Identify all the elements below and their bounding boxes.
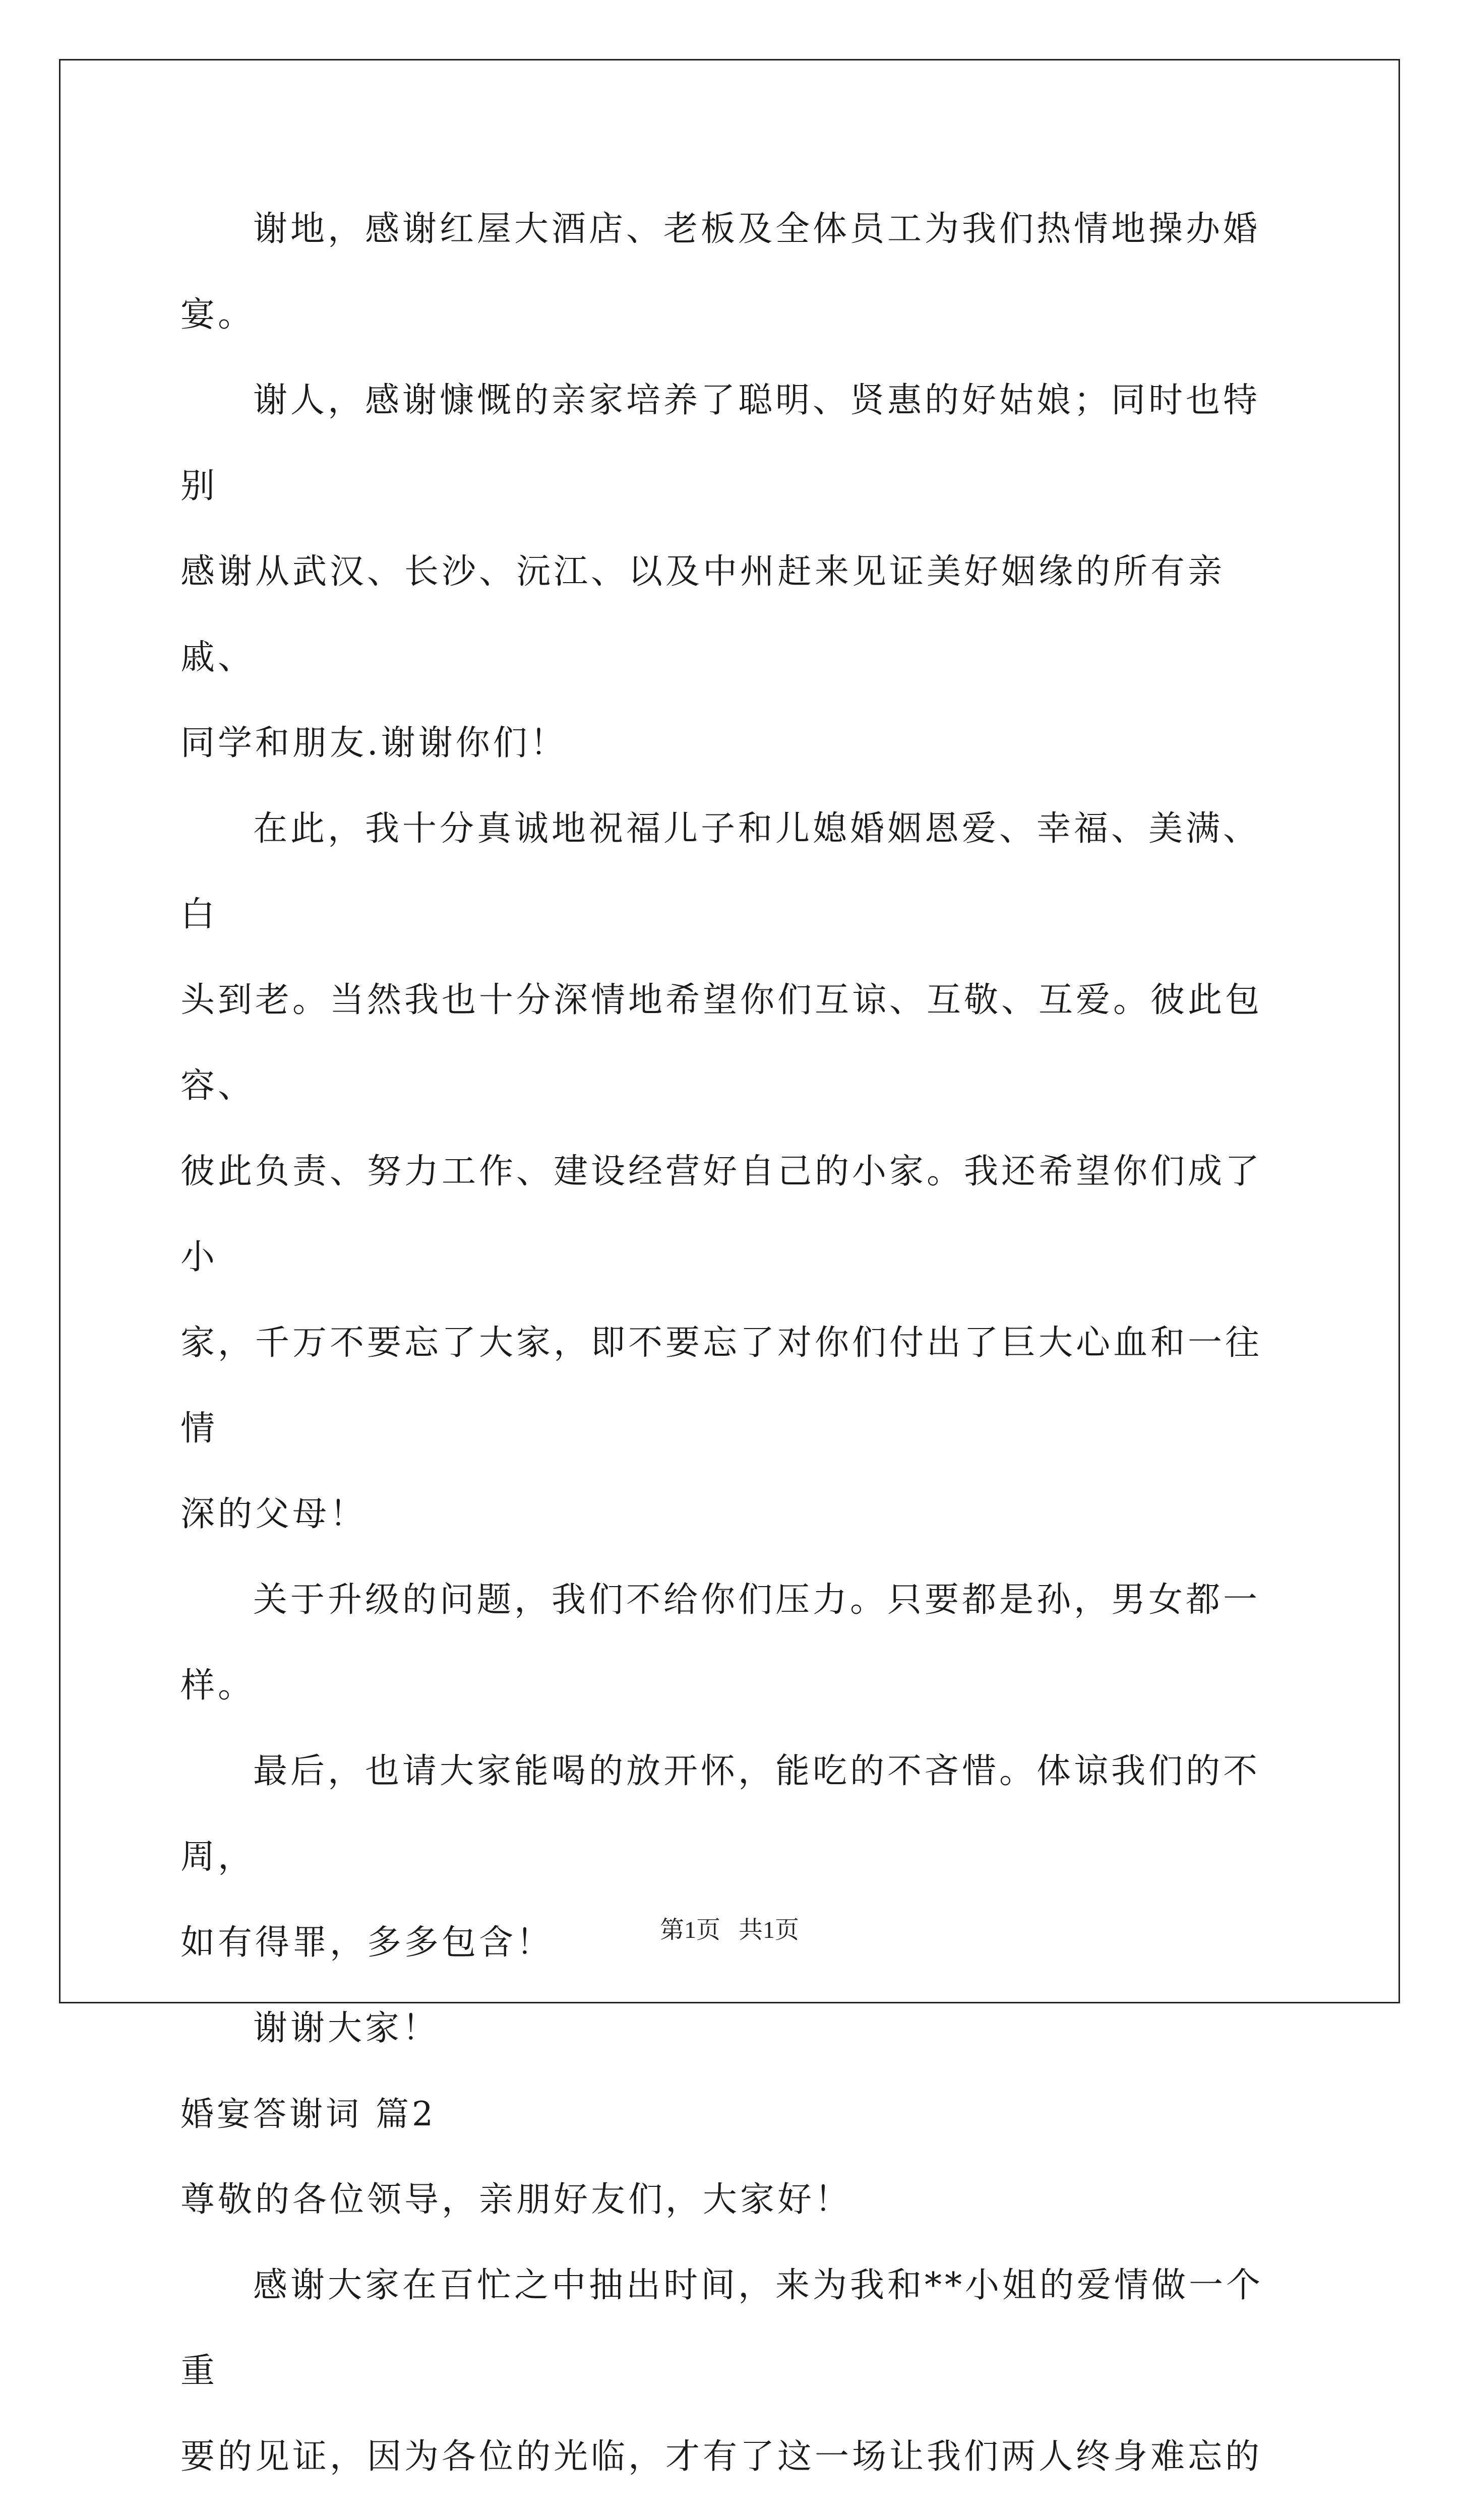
text-line: 谢谢大家！ (253, 2008, 440, 2048)
text-line: 彼此负责、努力工作、建设经营好自己的小家。我还希望你们成了小 (180, 1152, 1263, 1277)
text-line: 感谢从武汉、长沙、沅江、以及中州赶来见证美好姻缘的所有亲戚、 (180, 552, 1226, 677)
text-line: 最后，也请大家能喝的放开怀，能吃的不吝惜。体谅我们的不周， (180, 1751, 1261, 1877)
text-line: 同学和朋友.谢谢你们！ (180, 723, 568, 763)
text-line: 谢人，感谢慷慨的亲家培养了聪明、贤惠的好姑娘；同时也特别 (180, 381, 1261, 506)
text-line: 如有得罪，多多包含！ (180, 1923, 554, 1963)
text-line: 谢地，感谢红屋大酒店、老板及全体员工为我们热情地操办婚宴。 (180, 209, 1261, 335)
page-number-label: 第1页 共1页 (659, 1917, 799, 1943)
salutation: 尊敬的各位领导，亲朋好友们，大家好！ (180, 2180, 853, 2220)
text-line: 关于升级的问题，我们不给你们压力。只要都是孙，男女都一样。 (180, 1580, 1261, 1706)
text-line: 深的父母！ (180, 1494, 368, 1534)
text-line: 感谢大家在百忙之中抽出时间，来为我和**小姐的爱情做一个重 (180, 2265, 1264, 2391)
text-line: 家，千万不要忘了大家，即不要忘了对你们付出了巨大心血和一往情 (180, 1323, 1263, 1448)
page-footer (0, 1910, 1459, 1945)
text-line: 头到老。当然我也十分深情地希望你们互谅、互敬、互爱。彼此包容、 (180, 980, 1263, 1106)
text-line: 要的见证，因为各位的光临，才有了这一场让我们两人终身难忘的 (180, 2437, 1263, 2477)
document-body (180, 186, 1295, 2520)
text-line: 在此，我十分真诚地祝福儿子和儿媳婚姻恩爱、幸福、美满、白 (180, 809, 1261, 934)
section-heading: 婚宴答谢词 篇2 (180, 2095, 436, 2133)
